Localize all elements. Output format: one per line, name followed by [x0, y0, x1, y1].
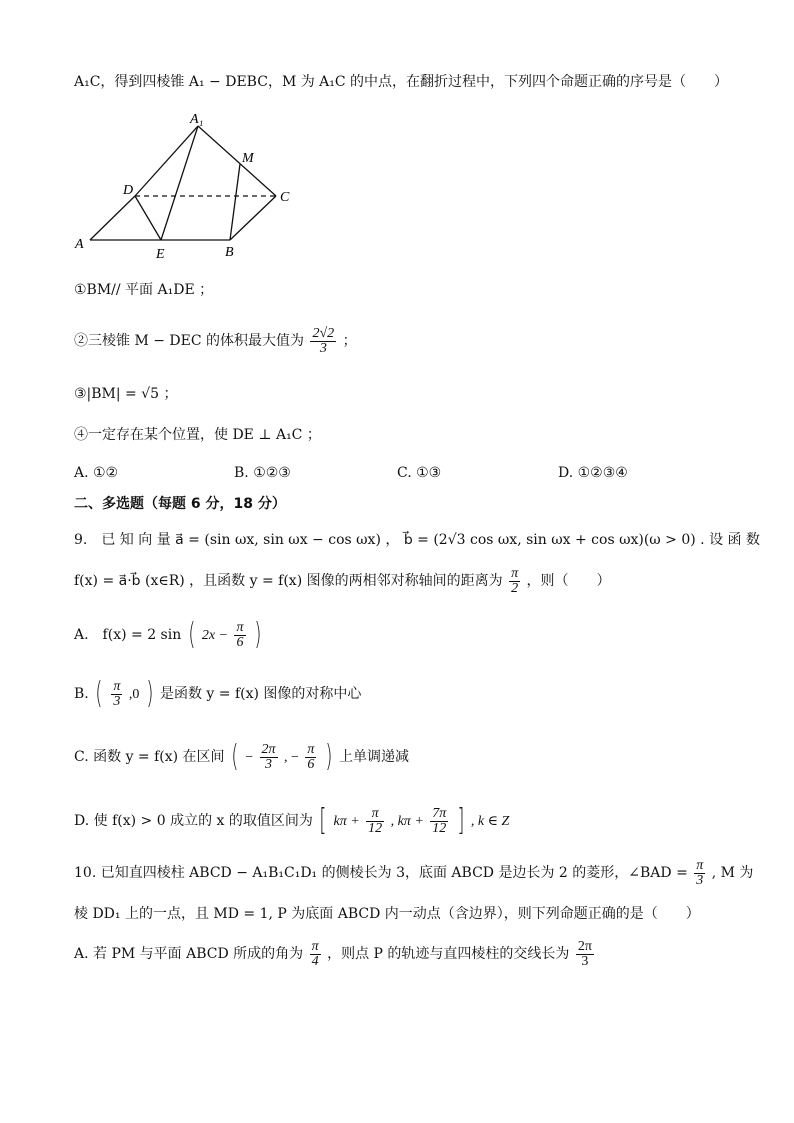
- q9-d-num1: π: [366, 807, 384, 822]
- q10-a-den2: 3: [581, 953, 589, 969]
- paren-close: ): [146, 676, 154, 711]
- q8-p2-text: ②三棱锥 M − DEC 的体积最大值为: [74, 333, 305, 349]
- q9-line-1: 9. 已 知 向 量 a⃗ = (sin ωx, sin ωx − cos ωx) ， b⃗ = (2√3 cos ωx, sin ωx + cos ωx)(ω > 0) . 设 函 数: [74, 532, 760, 548]
- q9-c-text: 上单调递减: [339, 749, 410, 765]
- q9-line2-tail: ，则（ ）: [526, 573, 611, 589]
- q10-line1-fraction: [694, 859, 705, 888]
- q9-b-fraction: [111, 680, 122, 709]
- q8-proposition-3: ③|BM| = √5 ；: [74, 386, 178, 402]
- q9-c-fraction-1: [260, 743, 278, 772]
- q10-a-num: π: [311, 938, 319, 954]
- q9-d-num2: 7π: [432, 805, 447, 821]
- q9-c-den1: 3: [265, 756, 273, 772]
- bracket-open: [: [319, 803, 327, 838]
- q8-proposition-1: ①BM// 平面 A₁DE ；: [74, 282, 214, 298]
- q8-option-d: D. ①②③④: [558, 465, 628, 481]
- q8-p2-fraction: [310, 327, 336, 356]
- q9-d-tail: , k ∈ Z: [470, 814, 510, 829]
- q10-a-fraction-2: [576, 940, 594, 969]
- bracket-close: ]: [457, 803, 465, 838]
- q8-p2-den: 3: [319, 340, 327, 356]
- q9-c-num1: 2π: [261, 741, 276, 757]
- paren-open: (: [188, 617, 196, 652]
- label-C: C: [280, 190, 290, 205]
- q10-a-den: 4: [311, 953, 319, 969]
- q9-d-den2: 12: [432, 820, 447, 836]
- label-D: D: [123, 183, 134, 198]
- section-2-heading: 二、多选题（每题 6 分，18 分）: [74, 496, 286, 512]
- q10-a-text: A. 若 PM 与平面 ABCD 所成的角为: [74, 946, 304, 962]
- q9-c-den2: 6: [307, 756, 315, 772]
- q10-a-num2: 2π: [577, 938, 592, 954]
- q8-p2-num: 2√2: [312, 325, 335, 341]
- q8-proposition-2: [74, 326, 357, 356]
- q9-a-num: π: [236, 619, 244, 635]
- q9-b-num: π: [113, 678, 121, 694]
- q9-a-fraction: [234, 621, 245, 650]
- q9-line2-num: π: [511, 565, 519, 581]
- label-M: M: [242, 151, 254, 166]
- q9-a-inner: 2x −: [201, 628, 229, 643]
- q10-line1-text: 10. 已知直四棱柱 ABCD − A₁B₁C₁D₁ 的侧棱长为 3，底面 ABCD 是边长为 2 的菱形，∠BAD =: [74, 865, 688, 881]
- q9-a-prefix: A. f(x) = 2 sin: [74, 627, 182, 643]
- q10-line1-num: π: [696, 857, 704, 873]
- q9-b-prefix: B.: [74, 686, 89, 702]
- q9-b-den: 3: [113, 693, 121, 709]
- q9-line2-fraction: [509, 567, 520, 596]
- q8-p2-tail: ；: [342, 333, 357, 349]
- q9-a-den: 6: [236, 634, 244, 650]
- q9-d-k1: kπ +: [333, 814, 360, 829]
- label-A: A: [75, 237, 84, 252]
- paren-open: (: [95, 676, 103, 711]
- q10-line1-den: 3: [696, 872, 704, 888]
- paren-close: ): [254, 617, 262, 652]
- q9-line2-den: 2: [511, 580, 519, 596]
- q9-c-fraction-2: [305, 743, 316, 772]
- q10-line1-tail: , M 为: [711, 865, 754, 881]
- q8-option-a: A. ①②: [74, 465, 119, 481]
- intro-line: A₁C，得到四棱锥 A₁ − DEBC，M 为 A₁C 的中点，在翻折过程中，下列四个命题正确的序号是（ ）: [74, 74, 729, 90]
- q9-line-2: [74, 566, 611, 596]
- q8-proposition-4: ④一定存在某个位置，使 DE ⊥ A₁C ；: [74, 427, 321, 443]
- q9-c-num2: π: [307, 741, 315, 757]
- q10-a-text-2: ，则点 P 的轨迹与直四棱柱的交线长为: [327, 946, 570, 962]
- q9-option-b: [74, 677, 361, 712]
- q9-b-text: 是函数 y = f(x) 图像的对称中心: [159, 686, 362, 702]
- q9-option-a: [74, 618, 264, 653]
- q9-option-d: [74, 804, 509, 839]
- q8-option-c: C. ①③: [397, 465, 442, 481]
- q9-line2-text: f(x) = a⃗·b⃗ (x∈R) ，且函数 y = f(x) 图像的两相邻对称轴间的距离为: [74, 573, 503, 589]
- q10-a-fraction-1: [310, 940, 321, 969]
- q9-option-c: C. 函数 y = f(x) 在区间 ( − $\frac{2\pi}{3}$ , − $\frac{\pi}{6}$ ) 上单调递减: [74, 739, 410, 774]
- q8-option-b: B. ①②③: [234, 465, 291, 481]
- q10-line-1: [74, 858, 753, 888]
- q9-d-fraction-1: [366, 807, 384, 836]
- q9-d-k2: , kπ +: [390, 814, 424, 829]
- q10-line-2: 棱 DD₁ 上的一点，且 MD = 1, P 为底面 ABCD 内一动点（含边界），则下列命题正确的是（ ）: [74, 906, 700, 922]
- paren-close: ): [325, 739, 333, 774]
- label-A1: A₁: [190, 112, 204, 127]
- q9-c-prefix: C. 函数 y = f(x) 在区间: [74, 749, 225, 765]
- label-E: E: [156, 247, 165, 262]
- q9-d-den1: 12: [368, 820, 383, 836]
- pyramid-figure: [70, 108, 330, 268]
- q9-d-prefix: D. 使 f(x) > 0 成立的 x 的取值区间为: [74, 813, 313, 829]
- paren-open: (: [231, 739, 239, 774]
- label-B: B: [225, 245, 234, 260]
- q9-b-tail: ,0: [128, 687, 140, 702]
- q9-d-fraction-2: [430, 807, 448, 836]
- q10-option-a: [74, 937, 596, 971]
